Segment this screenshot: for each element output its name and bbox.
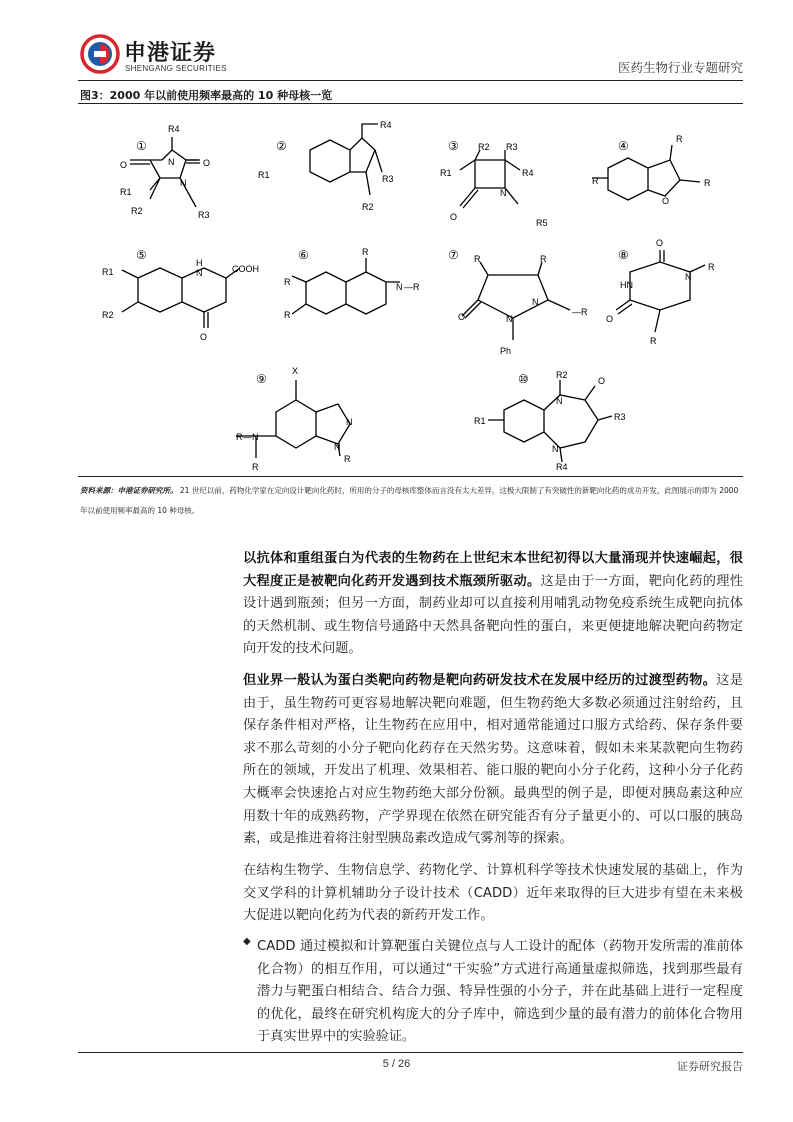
structure-number-9: ⑨ xyxy=(256,372,267,386)
footer-doc-type: 证券研究报告 xyxy=(677,1060,743,1073)
figure-source-note xyxy=(80,481,745,521)
svg-text:N: N xyxy=(556,396,563,406)
svg-text:R4: R4 xyxy=(522,168,534,178)
svg-text:R4: R4 xyxy=(556,462,568,472)
svg-text:N: N xyxy=(500,188,507,198)
svg-text:N: N xyxy=(168,157,175,167)
bullet-diamond-icon: ◆ xyxy=(243,936,251,947)
svg-text:R: R xyxy=(474,254,481,264)
svg-text:R1: R1 xyxy=(120,187,132,197)
svg-text:R: R xyxy=(540,254,547,264)
paragraph-1-lead: 以抗体和重组蛋白为代表的生物药在上世纪末本世纪初得以大量涌现并快速崛起，很大程度正是被靶向化药开发遇到技术瓶颈所驱动。 xyxy=(243,551,743,589)
svg-text:R1: R1 xyxy=(258,170,270,180)
svg-text:N: N xyxy=(252,432,259,442)
structure-number-10: ⑩ xyxy=(518,372,529,386)
svg-text:—R: —R xyxy=(572,307,588,317)
svg-text:N: N xyxy=(180,178,187,188)
svg-text:Ph: Ph xyxy=(500,346,512,356)
svg-text:R: R xyxy=(252,462,259,472)
paragraph-3: 在结构生物学、生物信息学、药物化学、计算机科学等技术快速发展的基础上，作为交叉学科的计算机辅助分子设计技术（CADD）近年来取得的巨大进步有望在未来极大促进以靶向化药为代表的新药开发工作。 xyxy=(243,863,743,924)
svg-text:—R: —R xyxy=(404,282,420,292)
svg-text:COOH: COOH xyxy=(232,264,259,274)
svg-text:O: O xyxy=(598,376,606,386)
svg-text:N: N xyxy=(396,282,403,292)
svg-text:N: N xyxy=(552,444,559,454)
svg-text:R4: R4 xyxy=(380,120,392,130)
svg-text:R5: R5 xyxy=(536,218,548,228)
svg-text:R3: R3 xyxy=(382,174,394,184)
structure-number-2: ② xyxy=(276,139,287,153)
svg-text:R: R xyxy=(708,262,715,272)
svg-text:R: R xyxy=(284,310,291,320)
svg-text:O: O xyxy=(200,332,208,342)
svg-text:N: N xyxy=(685,272,692,282)
footer-divider xyxy=(78,1052,743,1053)
svg-text:N: N xyxy=(532,297,539,307)
svg-text:R1: R1 xyxy=(102,267,114,277)
svg-text:R2: R2 xyxy=(556,370,568,380)
svg-text:R2: R2 xyxy=(131,206,143,216)
figure-title: 图3：2000 年以前使用频率最高的 10 种母核一览 xyxy=(80,89,333,102)
source-text: 21 世纪以前，药物化学家在定向设计靶向化药时，所用的分子的母核库整体而言没有太大差异，这极大限制了有突破性的新靶向化药的成功开发，此图展示的即为 2000 年以前使用频率最高的 10 种母核。 xyxy=(80,486,739,515)
svg-text:R4: R4 xyxy=(168,124,180,134)
svg-text:R2: R2 xyxy=(102,310,114,320)
structure-number-5: ⑤ xyxy=(136,248,147,262)
paragraph-1 xyxy=(243,548,743,661)
structure-number-6: ⑥ xyxy=(298,248,309,262)
svg-text:N: N xyxy=(196,268,203,278)
structure-number-7: ⑦ xyxy=(448,248,459,262)
paragraph-1-body: 这是由于一方面，靶向化药的理性设计遇到瓶颈；但另一方面，制药业却可以直接利用哺乳动物免疫系统生成靶向抗体的天然机制、或生物信号通路中天然具备靶向性的蛋白，来更便捷地解决靶向药物定向开发的技术问题。 xyxy=(243,573,744,657)
svg-text:R3: R3 xyxy=(198,210,210,220)
svg-text:N: N xyxy=(334,442,341,452)
svg-text:HN: HN xyxy=(620,280,633,290)
structure-number-1: ① xyxy=(136,139,147,153)
report-category: 医药生物行业专题研究 xyxy=(617,60,743,75)
svg-text:O: O xyxy=(458,312,466,322)
svg-text:R1: R1 xyxy=(440,168,452,178)
structure-number-3: ③ xyxy=(448,139,459,153)
svg-text:O: O xyxy=(450,212,458,222)
svg-text:R: R xyxy=(362,247,369,257)
svg-text:O: O xyxy=(662,196,670,206)
svg-text:R: R xyxy=(344,454,351,464)
svg-text:O: O xyxy=(120,160,128,170)
structure-number-4: ④ xyxy=(618,139,629,153)
svg-text:R2: R2 xyxy=(362,202,374,212)
svg-text:O: O xyxy=(656,238,664,248)
svg-text:R3: R3 xyxy=(506,142,518,152)
svg-text:R—: R— xyxy=(236,432,252,442)
scaffold-structures-figure xyxy=(0,0,793,476)
svg-text:R: R xyxy=(676,134,683,144)
svg-text:O: O xyxy=(203,158,211,168)
svg-text:N: N xyxy=(506,314,513,324)
company-name-cn: 申港证券 xyxy=(124,41,217,66)
svg-text:R1: R1 xyxy=(474,416,486,426)
figure-bottom-divider xyxy=(78,476,743,477)
svg-text:R: R xyxy=(704,178,711,188)
svg-text:R2: R2 xyxy=(478,142,490,152)
source-label: 资料来源：申港证券研究所。 xyxy=(80,486,178,495)
company-name-en: SHENGANG SECURITIES xyxy=(125,64,227,73)
structure-number-8: ⑧ xyxy=(618,248,629,262)
svg-text:R: R xyxy=(592,176,599,186)
svg-text:X: X xyxy=(292,366,299,376)
svg-text:R3: R3 xyxy=(614,412,626,422)
svg-text:R: R xyxy=(650,336,657,346)
paragraph-2-body: 这是由于，虽生物药可更容易地解决靶向难题，但生物药绝大多数必须通过注射给药，且保存条件相对严格，让生物药在应用中，相对通常能通过口服方式给药、保存条件要求不那么苛刻的小分子靶向化药存在天然劣势。这意味着，假如未来某款靶向生物药所在的领域，开发出了机理、效果相若、能口服的靶向小分子化药，这种小分子化药大概率会快速抢占对应生物药绝大部分份额。最典型的例子是，即便对胰岛素这种应用数十年的成熟药物，产学界现在依然在研究能否有分子量更小的、可以口服的胰岛素，或是推进着将注射型胰岛素改造成气雾剂等的探索。 xyxy=(243,673,744,847)
svg-text:N: N xyxy=(346,417,353,427)
paragraph-2 xyxy=(243,670,743,851)
bullet-paragraph: CADD 通过模拟和计算靶蛋白关键位点与人工设计的配体（药物开发所需的准前体化合物）的相互作用，可以通过“干实验”方式进行高通量虚拟筛选，找到那些最有潜力与靶蛋白相结合、结合力强、特异性强的小分子，并在此基础上进行一定程度的优化，最终在研究机构庞大的分子库中，筛选到少量的最有潜力的前体化合物用于真实世界中的实验验证。 xyxy=(257,939,743,1045)
svg-text:H: H xyxy=(196,258,203,268)
page-number: 5 / 26 xyxy=(382,1058,411,1070)
svg-text:O: O xyxy=(606,314,614,324)
paragraph-2-lead: 但业界一般认为蛋白类靶向药物是靶向药研发技术在发展中经历的过渡型药物。 xyxy=(243,673,717,688)
svg-text:R: R xyxy=(284,277,291,287)
